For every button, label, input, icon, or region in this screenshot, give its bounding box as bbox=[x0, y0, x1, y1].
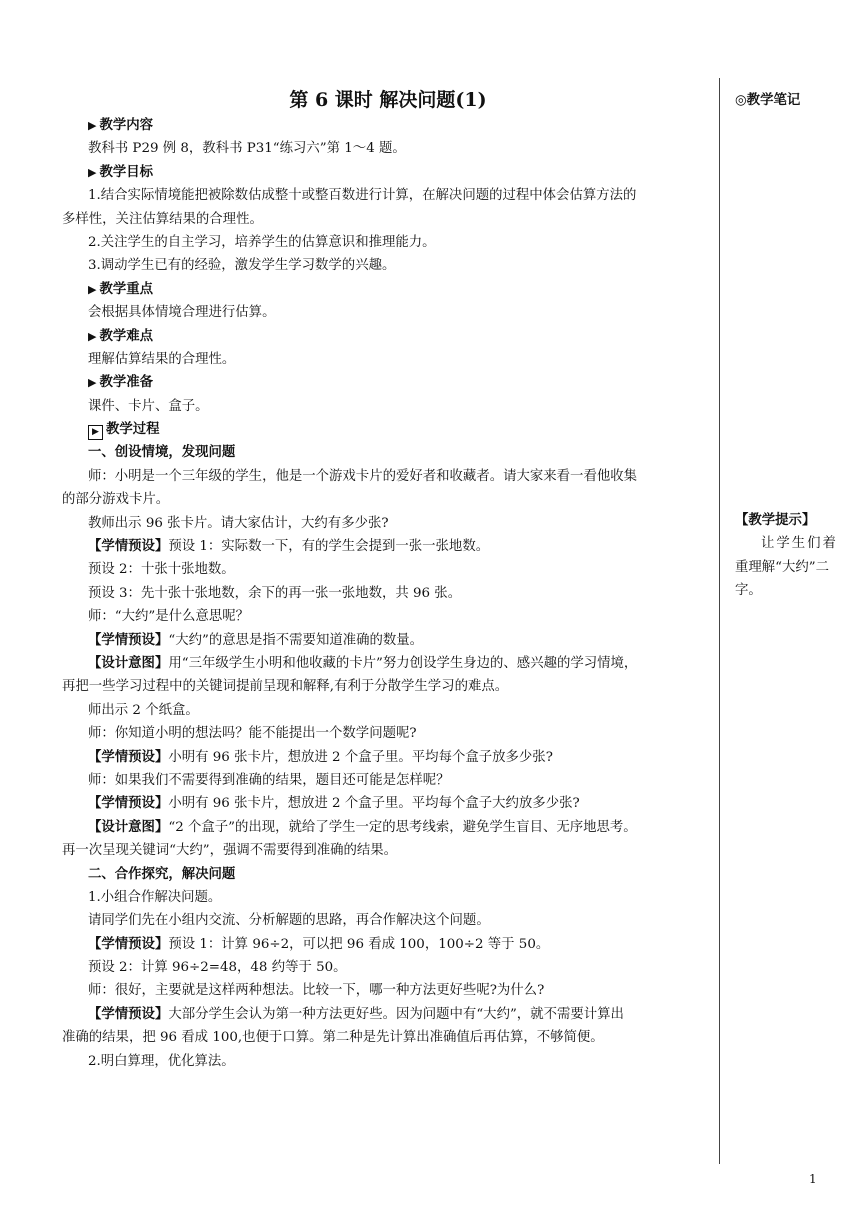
para-10: 师：你知道小明的想法吗？能不能提出一个数学问题呢? bbox=[88, 726, 417, 742]
para-13: 【学情预设】小明有 96 张卡片，想放进 2 个盒子里。平均每个盒子大约放多少张? bbox=[88, 795, 580, 812]
teacher-question: 师：很好，主要就是这样两种想法。比较一下，哪一种方法更好些呢?为什么? bbox=[88, 983, 545, 999]
triangle-bullet-icon: ▶ bbox=[88, 119, 97, 132]
triangle-bullet-icon: ▶ bbox=[88, 282, 97, 296]
para-1-line-2: 的部分游戏卡片。 bbox=[62, 492, 170, 508]
para-4: 预设 2：十张十张地数。 bbox=[88, 562, 235, 578]
teaching-tips-line-3: 字。 bbox=[735, 583, 762, 599]
preset-1: 【学情预设】预设 1：计算 96÷2，可以把 96 看成 100，100÷2 等于 50。 bbox=[88, 935, 550, 952]
student-answer-line-1: 【学情预设】大部分学生会认为第一种方法更好些。因为问题中有“大约”，就不需要计算出 bbox=[88, 1005, 624, 1022]
text-preparation: 课件、卡片、盒子。 bbox=[88, 398, 209, 414]
para-6: 师：“大约”是什么意思呢？ bbox=[88, 609, 249, 625]
para-7: 【学情预设】“大约”的意思是指不需要知道准确的数量。 bbox=[88, 631, 424, 648]
step-1: 1.小组合作解决问题。 bbox=[88, 889, 222, 905]
para-11: 【学情预设】小明有 96 张卡片，想放进 2 个盒子里。平均每个盒子放多少张? bbox=[88, 748, 553, 765]
para-14-line-1: 【设计意图】“2 个盒子”的出现，就给了学生一定的思考线索，避免学生盲目、无序地思考。 bbox=[88, 818, 637, 835]
goal-1-line-1: 1.结合实际情境能把被除数估成整十或整百数进行计算，在解决问题的过程中体会估算方法的 bbox=[88, 188, 637, 204]
heading-difficulty: ▶ 教学难点 bbox=[88, 327, 154, 344]
teaching-notes-label: ◎教学笔记 bbox=[735, 92, 801, 108]
step-1-text: 请同学们先在小组内交流、分析解题的思路，再合作解决这个问题。 bbox=[88, 913, 490, 929]
heading-goals: ▶ 教学目标 bbox=[88, 163, 154, 180]
goal-1-line-2: 多样性，关注估算结果的合理性。 bbox=[62, 211, 263, 227]
heading-preparation: ▶ 教学准备 bbox=[88, 374, 154, 391]
preset-2: 预设 2：计算 96÷2=48，48 约等于 50。 bbox=[88, 960, 347, 976]
teaching-tips bbox=[735, 509, 845, 603]
teaching-tips-title: 【教学提示】 bbox=[735, 512, 816, 528]
para-5: 预设 3：先十张十张地数，余下的再一张一张地数，共 96 张。 bbox=[88, 585, 462, 601]
triangle-bullet-icon: ▶ bbox=[88, 165, 97, 179]
text-content: 教科书 P29 例 8，教科书 P31“练习六”第 1～4 题。 bbox=[88, 141, 406, 157]
page-title: 第 6 课时 解决问题(1) bbox=[289, 89, 487, 111]
lesson-plan-body bbox=[62, 86, 714, 1073]
teaching-tips-line-2: 重理解“大约”二 bbox=[735, 559, 830, 575]
para-8-line-2: 再把一些学习过程中的关键词提前呈现和解释,有利于分散学生学习的难点。 bbox=[62, 679, 509, 695]
para-2: 教师出示 96 张卡片。请大家估计，大约有多少张? bbox=[88, 515, 389, 531]
heading-content: ▶ 教学内容 bbox=[88, 117, 154, 133]
play-box-icon: ▶ bbox=[88, 425, 103, 440]
text-key-point: 会根据具体情境合理进行估算。 bbox=[88, 305, 276, 321]
heading-key-point: ▶ 教学重点 bbox=[88, 280, 154, 297]
teaching-tips-line-1: 让学生们着 bbox=[761, 536, 838, 552]
heading-part-2: 二、合作探究，解决问题 bbox=[88, 865, 236, 882]
goal-2: 2.关注学生的自主学习，培养学生的估算意识和推理能力。 bbox=[88, 234, 436, 250]
triangle-bullet-icon: ▶ bbox=[88, 329, 97, 343]
para-12: 师：如果我们不需要得到准确的结果，题目还可能是怎样呢？ bbox=[88, 772, 450, 788]
heading-process: ▶ 教学过程 bbox=[62, 418, 714, 441]
heading-part-1: 一、创设情境，发现问题 bbox=[88, 444, 236, 461]
margin-divider bbox=[719, 78, 720, 1164]
text-difficulty: 理解估算结果的合理性。 bbox=[88, 351, 236, 367]
para-14-line-2: 再一次呈现关键词“大约”，强调不需要得到准确的结果。 bbox=[62, 843, 398, 859]
page-number: 1 bbox=[809, 1172, 817, 1186]
para-3: 【学情预设】预设 1：实际数一下，有的学生会提到一张一张地数。 bbox=[88, 538, 490, 555]
para-8-line-1: 【设计意图】用“三年级学生小明和他收藏的卡片”努力创设学生身边的、感兴趣的学习情境， bbox=[88, 654, 638, 671]
para-9: 师出示 2 个纸盒。 bbox=[88, 702, 199, 718]
para-1-line-1: 师：小明是一个三年级的学生，他是一个游戏卡片的爱好者和收藏者。请大家来看一看他收集 bbox=[88, 468, 638, 484]
goal-3: 3.调动学生已有的经验，激发学生学习数学的兴趣。 bbox=[88, 258, 396, 274]
student-answer-line-2: 准确的结果，把 96 看成 100,也便于口算。第二种是先计算出准确值后再估算，不够简便。 bbox=[62, 1030, 604, 1046]
triangle-bullet-icon: ▶ bbox=[88, 376, 97, 390]
step-2: 2.明白算理，优化算法。 bbox=[88, 1053, 235, 1069]
